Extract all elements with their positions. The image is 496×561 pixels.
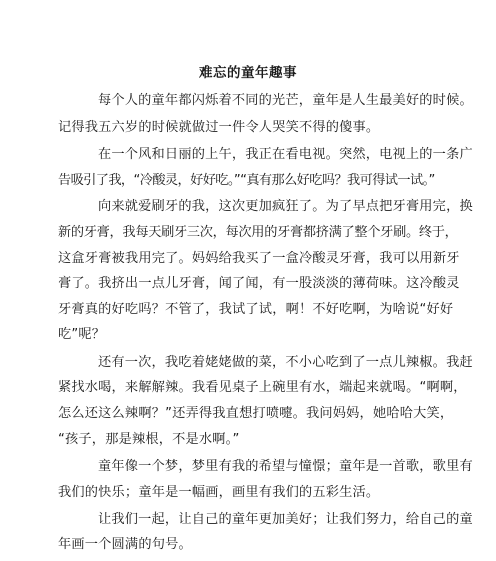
paragraph-line: 记得我五六岁的时候就做过一件令人哭笑不得的傻事。 bbox=[58, 120, 380, 135]
paragraph-line: 还有一次，我吃着姥姥做的菜，不小心吃到了一点儿辣椒。我赶 bbox=[98, 355, 473, 370]
paragraph-line: 让我们一起，让自己的童年更加美好；让我们努力，给自己的童 bbox=[98, 512, 473, 527]
paragraph-line: 在一个风和日丽的上午，我正在看电视。突然，电视上的一条广 bbox=[98, 147, 473, 162]
paragraph-line: 童年像一个梦，梦里有我的希望与憧憬；童年是一首歌，歌里有 bbox=[98, 459, 473, 474]
paragraph-line: 这盒牙膏被我用完了。妈妈给我买了一盒冷酸灵牙膏，我可以用新牙 bbox=[58, 251, 460, 266]
paragraph-line: 怎么还这么辣啊？”还弄得我直想打喷嚏。我问妈妈，她哈哈大笑， bbox=[58, 406, 454, 421]
paragraph-line: 牙膏真的好吃吗？不管了，我试了试，啊！不好吃啊，为啥说“好好 bbox=[58, 302, 454, 317]
paragraph-line: 我们的快乐；童年是一幅画，画里有我们的五彩生活。 bbox=[58, 485, 380, 500]
paragraph-line: 吃”呢？ bbox=[58, 327, 106, 342]
paragraph-line: 紧找水喝，来解解辣。我看见桌子上碗里有水，端起来就喝。“啊啊， bbox=[58, 380, 467, 395]
paragraph-line: “孩子，那是辣根，不是水啊。” bbox=[58, 432, 240, 447]
paragraph-line: 新的牙膏，我每天刷牙三次，每次用的牙膏都挤满了整个牙刷。终于， bbox=[58, 225, 458, 240]
paragraph-line: 每个人的童年都闪烁着不同的光芒，童年是人生最美好的时候。 bbox=[98, 93, 473, 108]
paragraph-line: 向来就爱刷牙的我，这次更加疯狂了。为了早点把牙膏用完，换 bbox=[98, 199, 473, 214]
article-title: 难忘的童年趣事 bbox=[199, 65, 297, 81]
paragraph-line: 年画一个圆满的句号。 bbox=[58, 537, 192, 552]
paragraph-line: 膏了。我挤出一点儿牙膏，闻了闻，有一股淡淡的薄荷味。这冷酸灵 bbox=[58, 276, 460, 291]
paragraph-line: 告吸引了我，“冷酸灵，好好吃。”“真有那么好吃吗？我可得试一试。” bbox=[58, 173, 435, 188]
